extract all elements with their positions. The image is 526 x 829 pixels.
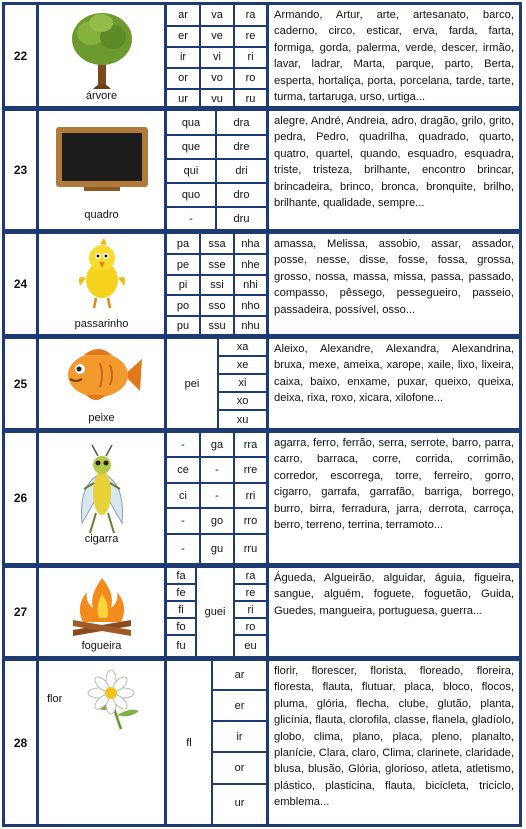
syllable: nha <box>241 237 260 250</box>
syllable: quo <box>181 189 201 201</box>
syllable: - <box>181 515 185 527</box>
syllable: pa <box>176 237 190 250</box>
syllable: ri <box>247 603 254 616</box>
row-number: 23 <box>5 111 39 229</box>
row-number: 22 <box>5 5 39 106</box>
picture-caption: árvore <box>85 90 118 102</box>
picture-caption: quadro <box>84 209 119 221</box>
syllable: ssa <box>208 237 226 250</box>
picture-cell <box>39 661 167 824</box>
syllable-grid <box>167 568 269 656</box>
syllable: rri <box>245 489 256 502</box>
flower-icon <box>75 667 147 731</box>
word-list: alegre, André, Andreia, adro, dragão, grilo, grito, pedra, Pedro, quadrilha, quadrado, quarto, quatro, quartel, quando, esquadro, esquadra, triste, tristeza, brilhante, encontro brincar, brincadeira, brinco, bronca, bronquite, brilho, brilhante, qualidade, sempre... <box>274 115 514 210</box>
syllable: dri <box>235 165 248 177</box>
syllable: xe <box>236 359 249 371</box>
blackboard-icon <box>54 125 150 195</box>
syllable: sse <box>208 258 226 271</box>
syllable: ur <box>234 797 245 809</box>
syllable: xo <box>236 395 249 407</box>
syllable: vu <box>211 92 223 105</box>
syllable: ru <box>245 92 256 105</box>
syllable: ir <box>179 51 187 63</box>
syllable: ve <box>211 30 223 42</box>
bonfire-icon <box>67 574 137 638</box>
syllable: - <box>189 212 193 225</box>
syllable: ga <box>210 438 224 451</box>
syllable: dra <box>233 116 250 129</box>
syllable: po <box>176 299 190 312</box>
syllable: - <box>181 438 185 451</box>
syllable: pu <box>176 319 190 332</box>
syllable: va <box>211 9 223 21</box>
syllable: re <box>245 586 256 599</box>
syllable: ur <box>178 92 188 105</box>
syllable: ar <box>178 9 188 21</box>
syllable: ri <box>247 51 254 63</box>
syllable: dre <box>233 141 250 153</box>
syllable: dro <box>233 189 250 201</box>
syllable-grid <box>167 234 269 334</box>
syllable: ar <box>234 669 245 681</box>
syllable: - <box>215 489 219 502</box>
row-number: 25 <box>5 339 39 428</box>
word-list: florir, florescer, florista, floreado, floreira, floresta, flauta, flutuar, placa, bloco, flocos, pluma, glória, flecha, clube, glutão, planta, glicínia, flauta, clorofila, classe, flanela, gladíolo, globo, clima, plano, placa, pleno, planalto, planície, Clara, claro, Clima, clarinete, claridade, blusa, blusão, Glória, glorioso, atleta, atletismo, plástico, plasticina, flauta, bicicleta, triciclo, emblema... <box>274 665 515 809</box>
word-list: amassa, Melissa, assobio, assar, assador, posse, nesse, disse, fosse, fossa, grossa, grosso, nossa, massa, missa, passa, passado, compasso, pêssego, pessegueiro, passeio, passadeira, possível, osso... <box>274 238 514 316</box>
row-28 <box>2 658 522 827</box>
syllable: ra <box>245 569 256 582</box>
picture-cell <box>39 568 167 656</box>
syllable: fa <box>176 569 186 582</box>
syllable: gu <box>210 543 224 555</box>
syllable: re <box>245 30 256 42</box>
syllable: ro <box>245 620 256 633</box>
picture-cell <box>39 433 167 563</box>
row-22 <box>2 2 522 109</box>
syllable-grid <box>167 111 269 229</box>
bird-icon <box>70 238 134 310</box>
syllable-stem: pei <box>184 377 200 390</box>
picture-cell <box>39 5 167 106</box>
syllable-stem: guei <box>204 606 226 618</box>
picture-cell <box>39 339 167 428</box>
syllable: pi <box>178 279 188 291</box>
syllable: xu <box>236 413 249 426</box>
fish-icon <box>60 343 144 407</box>
row-23 <box>2 108 522 232</box>
syllable: or <box>234 762 245 774</box>
syllable: ssi <box>210 279 224 291</box>
picture-cell <box>39 111 167 229</box>
syllable: nhu <box>241 319 260 332</box>
syllable: qui <box>183 165 199 177</box>
row-27 <box>2 565 522 659</box>
picture-caption: passarinho <box>74 318 129 330</box>
syllable: sso <box>208 299 226 312</box>
syllable: eu <box>244 640 257 652</box>
row-25 <box>2 336 522 431</box>
syllable: qua <box>181 116 201 129</box>
picture-caption: fogueira <box>81 640 122 652</box>
syllable: vi <box>213 51 221 63</box>
syllable-grid <box>167 5 269 106</box>
row-24 <box>2 231 522 337</box>
syllable: dru <box>233 212 250 225</box>
tree-icon <box>67 9 137 91</box>
syllable: rru <box>243 543 258 555</box>
syllable: fu <box>176 640 186 652</box>
syllable: - <box>181 543 185 555</box>
syllable: ra <box>245 9 256 21</box>
picture-cell <box>39 234 167 334</box>
syllable-grid <box>167 661 269 824</box>
syllable: ro <box>245 72 256 84</box>
word-list: Aleixo, Alexandre, Alexandra, Alexandrina, bruxa, mexe, ameixa, xarope, xaile, lixo, lixeira, caixa, baixo, enxame, puxar, queixo, queixa, deixa, rixa, roxo, xicara, xilofone... <box>274 343 514 405</box>
word-list: agarra, ferro, ferrão, serra, serrote, barro, parra, carro, barraca, corre, corrida, corrimão, corredor, escorrega, torre, ferreiro, gorro, cigarro, garrafa, garrafão, barriga, borrego, burro, birra, ferradura, jarra, derrota, carroça, berro, terreno, terrina, terramoto... <box>274 437 514 532</box>
syllable-stem: fl <box>186 736 192 749</box>
row-number: 27 <box>5 568 39 656</box>
syllable: xi <box>238 377 247 389</box>
row-number: 28 <box>5 661 39 824</box>
syllable: que <box>181 141 201 153</box>
picture-caption: cigarra <box>84 533 119 545</box>
syllable: nhi <box>243 279 258 291</box>
picture-caption: flor <box>47 693 63 705</box>
syllable: xa <box>236 341 249 353</box>
word-list: Armando, Artur, arte, artesanato, barco, caderno, circo, esticar, erva, farda, farta, formiga, gorda, palerma, verde, descer, irmão, lavar, ladrar, Marta, parque, parto, Berta, esperta, hortaliça, porta, porcelana, tarde, tarte, turma, tartaruga, urso, urtiga... <box>274 9 514 104</box>
picture-caption: peixe <box>88 412 115 424</box>
syllable: ir <box>236 730 243 743</box>
syllable: or <box>178 72 188 84</box>
syllable: rro <box>243 515 258 527</box>
syllable: ssu <box>208 319 226 332</box>
row-number: 24 <box>5 234 39 334</box>
row-26 <box>2 430 522 566</box>
syllable: - <box>215 464 219 476</box>
syllable: fi <box>178 603 184 616</box>
syllable: ce <box>177 464 189 476</box>
syllable-grid <box>167 339 269 428</box>
syllable: rra <box>243 438 258 451</box>
row-number: 26 <box>5 433 39 563</box>
syllable: ci <box>179 489 187 502</box>
syllable: fe <box>176 586 186 599</box>
cicada-icon <box>72 443 132 535</box>
syllable: er <box>234 699 245 712</box>
syllable: vo <box>211 72 223 84</box>
syllable: go <box>210 515 224 527</box>
syllable: rre <box>243 464 258 476</box>
syllable: fo <box>176 620 186 633</box>
syllable: er <box>178 30 188 42</box>
syllable-grid <box>167 433 269 563</box>
syllable: nho <box>241 299 260 312</box>
word-list: Águeda, Algueirão, alguidar, águia, figueira, sangue, alguém, foguete, foguetão, Guida, Guedes, mangueira, portuguesa, guerra... <box>274 572 514 617</box>
syllable: nhe <box>241 258 260 271</box>
syllable: pe <box>176 258 190 271</box>
